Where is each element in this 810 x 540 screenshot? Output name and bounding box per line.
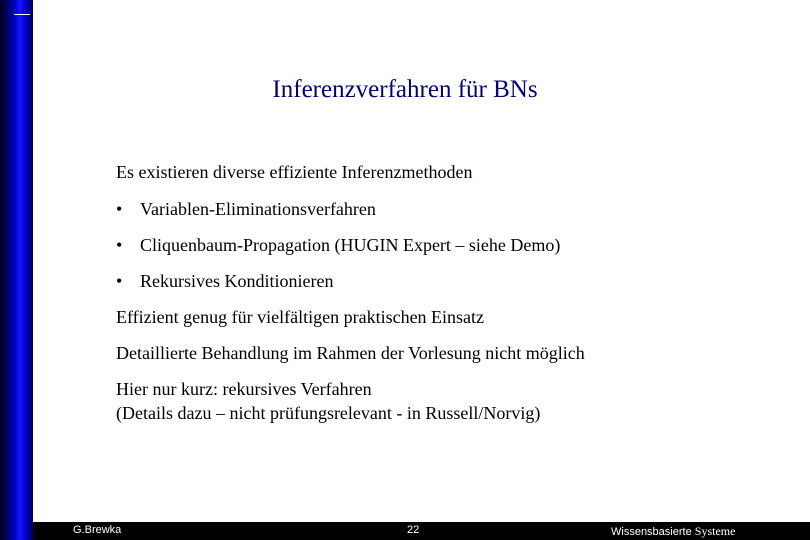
efficient-text: Effizient genug für vielfältigen praktischen Einsatz [116,307,485,327]
bullet-text: Rekursives Konditionieren [140,271,334,291]
bullet-dot: • [116,235,123,255]
slide-title [0,74,810,106]
short-text-line2: (Details dazu – nicht prüfungsrelevant - in Russell/Norvig) [116,403,541,423]
detail-text: Detaillierte Behandlung im Rahmen der Vorlesung nicht möglich [116,343,585,363]
footer-course-part1: Wissensbasierte [611,526,692,538]
intro-text: Es existieren diverse effiziente Inferenzmethoden [116,162,473,182]
bullet-dot: • [116,199,123,219]
short-text-line1: Hier nur kurz: rekursives Verfahren [116,379,372,399]
slide-footer [33,522,810,540]
bullet-item-1 [116,197,376,221]
footer-author: G.Brewka [73,524,122,536]
bullet-text: Cliquenbaum-Propagation (HUGIN Expert – siehe Demo) [140,235,561,255]
accent-notch [14,14,30,15]
bullet-dot: • [116,271,123,291]
bullet-text: Variablen-Eliminationsverfahren [140,199,376,219]
slide-title-text: Inferenzverfahren für BNs [272,76,538,103]
footer-course [611,524,735,539]
footer-course-part2: Systeme [694,524,736,538]
footer-page-number: 22 [407,524,420,536]
bullet-item-2 [116,233,560,257]
bullet-item-3 [116,269,333,293]
